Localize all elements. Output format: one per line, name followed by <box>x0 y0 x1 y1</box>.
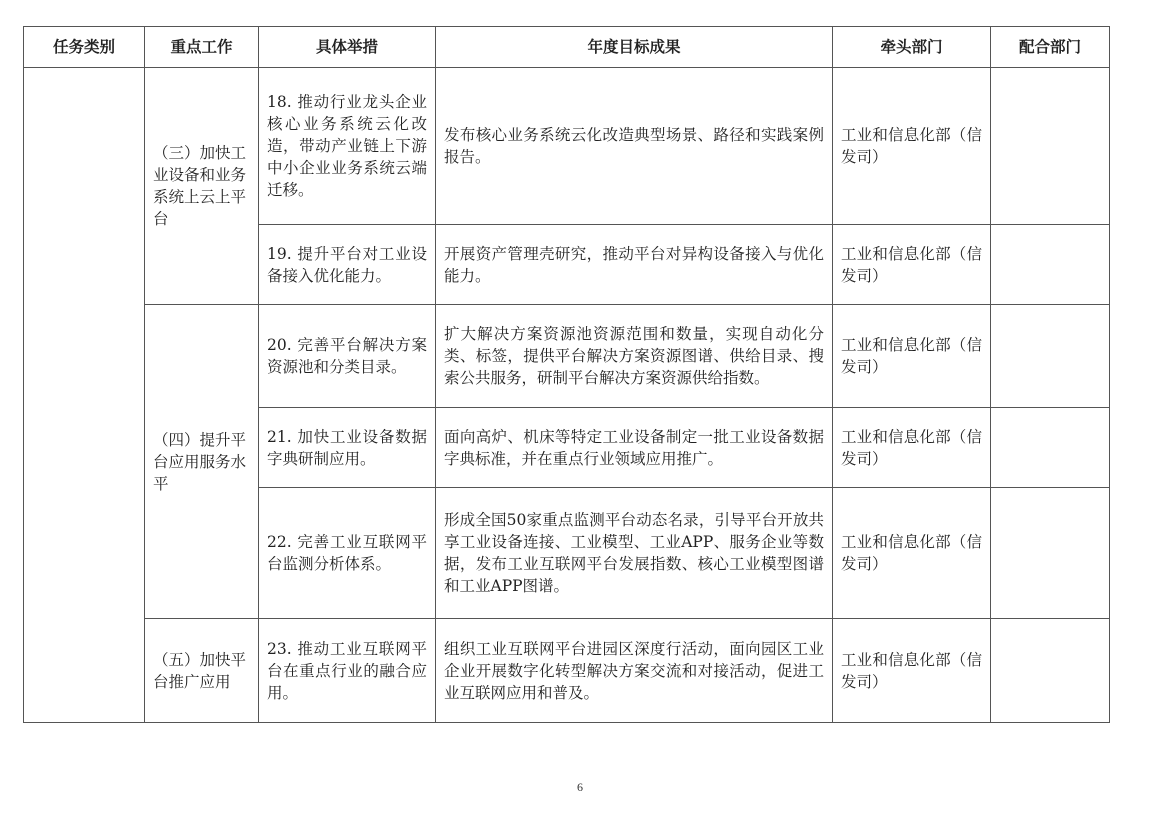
lead-department-cell: 工业和信息化部（信发司） <box>833 619 991 723</box>
target-cell: 发布核心业务系统云化改造典型场景、路径和实践案例报告。 <box>436 68 833 225</box>
cooperating-department-cell <box>991 305 1110 408</box>
measure-cell: 21. 加快工业设备数据字典研制应用。 <box>259 408 436 488</box>
measure-cell: 22. 完善工业互联网平台监测分析体系。 <box>259 488 436 619</box>
measures-table <box>23 26 1110 723</box>
cooperating-department-cell <box>991 488 1110 619</box>
lead-department-cell: 工业和信息化部（信发司） <box>833 68 991 225</box>
table-row <box>24 305 1110 408</box>
header-task-category: 任务类别 <box>24 27 145 68</box>
header-lead-department: 牵头部门 <box>833 27 991 68</box>
header-cooperating-department: 配合部门 <box>991 27 1110 68</box>
table-row <box>24 619 1110 723</box>
lead-department-cell: 工业和信息化部（信发司） <box>833 488 991 619</box>
target-cell: 面向高炉、机床等特定工业设备制定一批工业设备数据字典标准，并在重点行业领域应用推广。 <box>436 408 833 488</box>
cooperating-department-cell <box>991 68 1110 225</box>
header-key-work: 重点工作 <box>145 27 259 68</box>
target-cell: 开展资产管理壳研究，推动平台对异构设备接入与优化能力。 <box>436 225 833 305</box>
lead-department-cell: 工业和信息化部（信发司） <box>833 408 991 488</box>
lead-department-cell: 工业和信息化部（信发司） <box>833 225 991 305</box>
measure-cell: 20. 完善平台解决方案资源池和分类目录。 <box>259 305 436 408</box>
key-work-cell: （四）提升平台应用服务水平 <box>145 305 259 619</box>
header-annual-target: 年度目标成果 <box>436 27 833 68</box>
measure-cell: 18. 推动行业龙头企业核心业务系统云化改造，带动产业链上下游中小企业业务系统云端迁移。 <box>259 68 436 225</box>
table-row <box>24 68 1110 225</box>
table-header-row <box>24 27 1110 68</box>
header-specific-measures: 具体举措 <box>259 27 436 68</box>
task-category-cell <box>24 68 145 723</box>
target-cell: 扩大解决方案资源池资源范围和数量，实现自动化分类、标签，提供平台解决方案资源图谱、供给目录、搜索公共服务，研制平台解决方案资源供给指数。 <box>436 305 833 408</box>
cooperating-department-cell <box>991 408 1110 488</box>
target-cell: 形成全国50家重点监测平台动态名录，引导平台开放共享工业设备连接、工业模型、工业APP、服务企业等数据，发布工业互联网平台发展指数、核心工业模型图谱和工业APP图谱。 <box>436 488 833 619</box>
measure-cell: 23. 推动工业互联网平台在重点行业的融合应用。 <box>259 619 436 723</box>
cooperating-department-cell <box>991 225 1110 305</box>
key-work-cell: （三）加快工业设备和业务系统上云上平台 <box>145 68 259 305</box>
target-cell: 组织工业互联网平台进园区深度行活动，面向园区工业企业开展数字化转型解决方案交流和对接活动，促进工业互联网应用和普及。 <box>436 619 833 723</box>
measure-cell: 19. 提升平台对工业设备接入优化能力。 <box>259 225 436 305</box>
page-number: 6 <box>577 780 583 794</box>
lead-department-cell: 工业和信息化部（信发司） <box>833 305 991 408</box>
cooperating-department-cell <box>991 619 1110 723</box>
key-work-cell: （五）加快平台推广应用 <box>145 619 259 723</box>
